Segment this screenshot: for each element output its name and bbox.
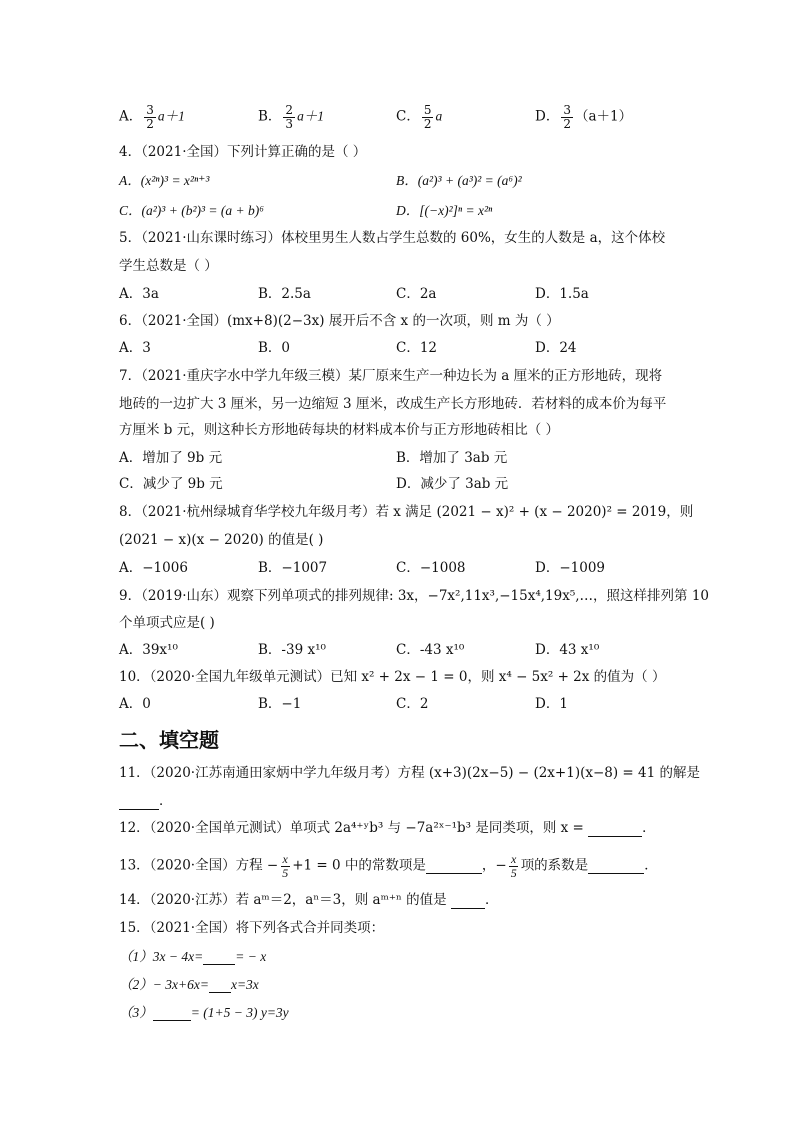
q15-part2: [119, 978, 259, 993]
option-label: C．: [396, 108, 420, 125]
q14-stem: 14．（2020·江苏）若 aᵐ＝2，aⁿ＝3，则 aᵐ⁺ⁿ 的值是: [119, 892, 447, 908]
q13-line: [119, 853, 658, 879]
q8-option-a[interactable]: A．−1006: [119, 560, 188, 576]
q15-part1-end: = − x: [235, 949, 267, 964]
q3-option-b[interactable]: [258, 104, 324, 130]
q7-option-c[interactable]: C．减少了 9b 元: [119, 476, 223, 492]
q10-option-d[interactable]: D．1: [535, 696, 568, 712]
q13-coefficient-blank[interactable]: [588, 860, 644, 875]
punctuation: ．: [484, 892, 499, 908]
frac-den: 5: [282, 865, 289, 880]
q14-line: [119, 894, 498, 909]
q14-answer-blank[interactable]: [451, 894, 485, 909]
q15-part3: [119, 1006, 289, 1021]
q5-option-a[interactable]: A．3a: [119, 286, 159, 302]
q15-part2-end: x=3x: [230, 977, 259, 992]
q11-answer-blank[interactable]: [119, 795, 159, 810]
q8-stem-line1: 8．（2021·杭州绿城育华学校九年级月考）若 x 满足 (2021 − x)² + (x − 2020)² = 2019，则: [119, 504, 694, 520]
q5-option-b[interactable]: B．2.5a: [258, 286, 311, 302]
q9-option-b[interactable]: B．-39 x¹⁰: [258, 642, 326, 658]
q13-stem-mid2: ，−: [481, 857, 507, 874]
option-label: D．: [535, 108, 560, 125]
q12-answer-blank[interactable]: [588, 822, 642, 837]
q4-option-d[interactable]: D．[(−x)²]ⁿ = x²ⁿ: [396, 203, 493, 218]
frac-num: x: [511, 852, 517, 866]
q3-option-a[interactable]: [119, 104, 185, 130]
punctuation: ．: [642, 820, 656, 836]
q9-option-a[interactable]: A．39x¹⁰: [119, 642, 178, 658]
q4-stem: 4．（2021·全国）下列计算正确的是（ ）: [119, 144, 367, 160]
q12-line: [119, 822, 656, 837]
q5-option-c[interactable]: C．2a: [396, 286, 437, 302]
q7-stem-line3: 方厘米 b 元，则这种长方形地砖每块的材料成本价与正方形地砖相比（ ）: [119, 422, 560, 438]
punctuation: ．: [644, 857, 658, 874]
q11-answer-line: [119, 795, 173, 810]
q5-stem-line1: 5．（2021·山东课时练习）体校里男生人数占学生总数的 60%，女生的人数是 a，这个体校: [119, 230, 666, 246]
q9-option-d[interactable]: D．43 x¹⁰: [535, 642, 600, 658]
fraction: [144, 104, 156, 130]
q6-option-b[interactable]: B．0: [258, 340, 291, 356]
frac-num: x: [282, 852, 288, 866]
q11-stem-line1: 11．（2020·江苏南通田家炳中学九年级月考）方程 (x+3)(2x−5) − (2x+1)(x−8) = 41 的解是: [119, 765, 700, 781]
q8-option-c[interactable]: C．−1008: [396, 560, 466, 576]
q15-part1: [119, 950, 266, 965]
frac-num: 3: [146, 103, 154, 117]
frac-den: 2: [563, 116, 571, 131]
q7-option-d[interactable]: D．减少了 3ab 元: [396, 476, 509, 492]
q4-option-c[interactable]: C．(a²)³ + (b²)³ = (a + b)⁶: [119, 203, 264, 218]
fraction: [283, 104, 295, 130]
option-text: a＋1: [157, 108, 185, 124]
q7-option-b[interactable]: B．增加了 3ab 元: [396, 450, 508, 466]
q15-part2-blank[interactable]: [209, 978, 231, 993]
frac-den: 2: [423, 116, 432, 131]
q15-part2-start: （2）− 3x+6x=: [119, 977, 209, 992]
q9-stem-line1: 9．（2019·山东）观察下列单项式的排列规律: 3x，−7x²,11x³,−15x⁴,19x⁵,…，照这样排列第 10: [119, 588, 710, 604]
q13-stem-start: 13．（2020·全国）方程 −: [119, 857, 279, 874]
q5-option-d[interactable]: D．1.5a: [535, 286, 589, 302]
q15-part3-start: （3）: [119, 1005, 153, 1020]
frac-num: 3: [563, 103, 571, 117]
q6-option-c[interactable]: C．12: [396, 340, 438, 356]
q10-option-a[interactable]: A．0: [119, 696, 151, 712]
q6-option-a[interactable]: A．3: [119, 340, 151, 356]
fraction: [422, 104, 434, 130]
q3-option-c[interactable]: [396, 104, 442, 130]
option-label: B．: [258, 108, 282, 125]
q7-stem-line1: 7．（2021·重庆字水中学九年级三模）某厂原来生产一种边长为 a 厘米的正方形地砖，现将: [119, 368, 663, 384]
fraction: [509, 853, 519, 879]
fraction: [280, 853, 290, 879]
q6-stem: 6．（2021·全国）(mx+8)(2−3x) 展开后不含 x 的一次项，则 m 为（ ）: [119, 313, 560, 329]
option-text: （a＋1）: [574, 108, 633, 125]
frac-den: 5: [510, 865, 517, 880]
section-heading-fill-blank: 二、填空题: [119, 728, 219, 752]
q15-part1-start: （1）3x − 4x=: [119, 949, 204, 964]
q8-option-b[interactable]: B．−1007: [258, 560, 328, 576]
fraction: [561, 104, 573, 130]
q15-stem: 15．（2021·全国）将下列各式合并同类项：: [119, 920, 385, 936]
q12-stem: 12．（2020·全国单元测试）单项式 2a⁴⁺ʸb³ 与 −7a²ˣ⁻¹b³ 是同类项，则 x =: [119, 820, 584, 836]
q7-stem-line2: 地砖的一边扩大 3 厘米，另一边缩短 3 厘米，改成生产长方形地砖．若材料的成本价为每平: [119, 396, 667, 412]
q6-option-d[interactable]: D．24: [535, 340, 577, 356]
frac-num: 5: [423, 103, 432, 117]
frac-den: 3: [285, 116, 294, 131]
q3-option-d[interactable]: [535, 104, 632, 130]
q8-option-d[interactable]: D．−1009: [535, 560, 605, 576]
q5-stem-line2: 学生总数是（ ）: [119, 258, 218, 274]
q10-option-b[interactable]: B．−1: [258, 696, 302, 712]
q15-part1-blank[interactable]: [203, 950, 235, 965]
frac-den: 2: [146, 116, 154, 131]
frac-num: 2: [285, 103, 294, 117]
option-text: a＋1: [297, 108, 325, 124]
punctuation: ．: [159, 793, 173, 809]
q13-stem-mid: +1 = 0 中的常数项是: [292, 857, 426, 874]
q4-option-b[interactable]: B．(a²)³ + (a³)² = (a⁶)²: [396, 173, 522, 188]
q4-option-a[interactable]: A．(x²ⁿ)³ = x²ⁿ⁺³: [119, 173, 210, 188]
q7-option-a[interactable]: A．增加了 9b 元: [119, 450, 223, 466]
q15-part3-end: = (1+5 − 3) y=3y: [190, 1005, 289, 1020]
q15-part3-blank[interactable]: [153, 1006, 191, 1021]
q9-option-c[interactable]: C．-43 x¹⁰: [396, 642, 465, 658]
q8-stem-line2: (2021 − x)(x − 2020) 的值是( ): [119, 532, 324, 548]
option-text: a: [435, 108, 443, 124]
q13-constant-blank[interactable]: [426, 860, 482, 875]
q10-stem: 10．（2020·全国九年级单元测试）已知 x² + 2x − 1 = 0，则 x⁴ − 5x² + 2x 的值为（ ）: [119, 669, 666, 685]
option-label: A．: [119, 108, 143, 125]
q13-stem-mid3: 项的系数是: [520, 857, 589, 874]
q10-option-c[interactable]: C．2: [396, 696, 429, 712]
q9-stem-line2: 个单项式应是( ): [119, 615, 215, 631]
